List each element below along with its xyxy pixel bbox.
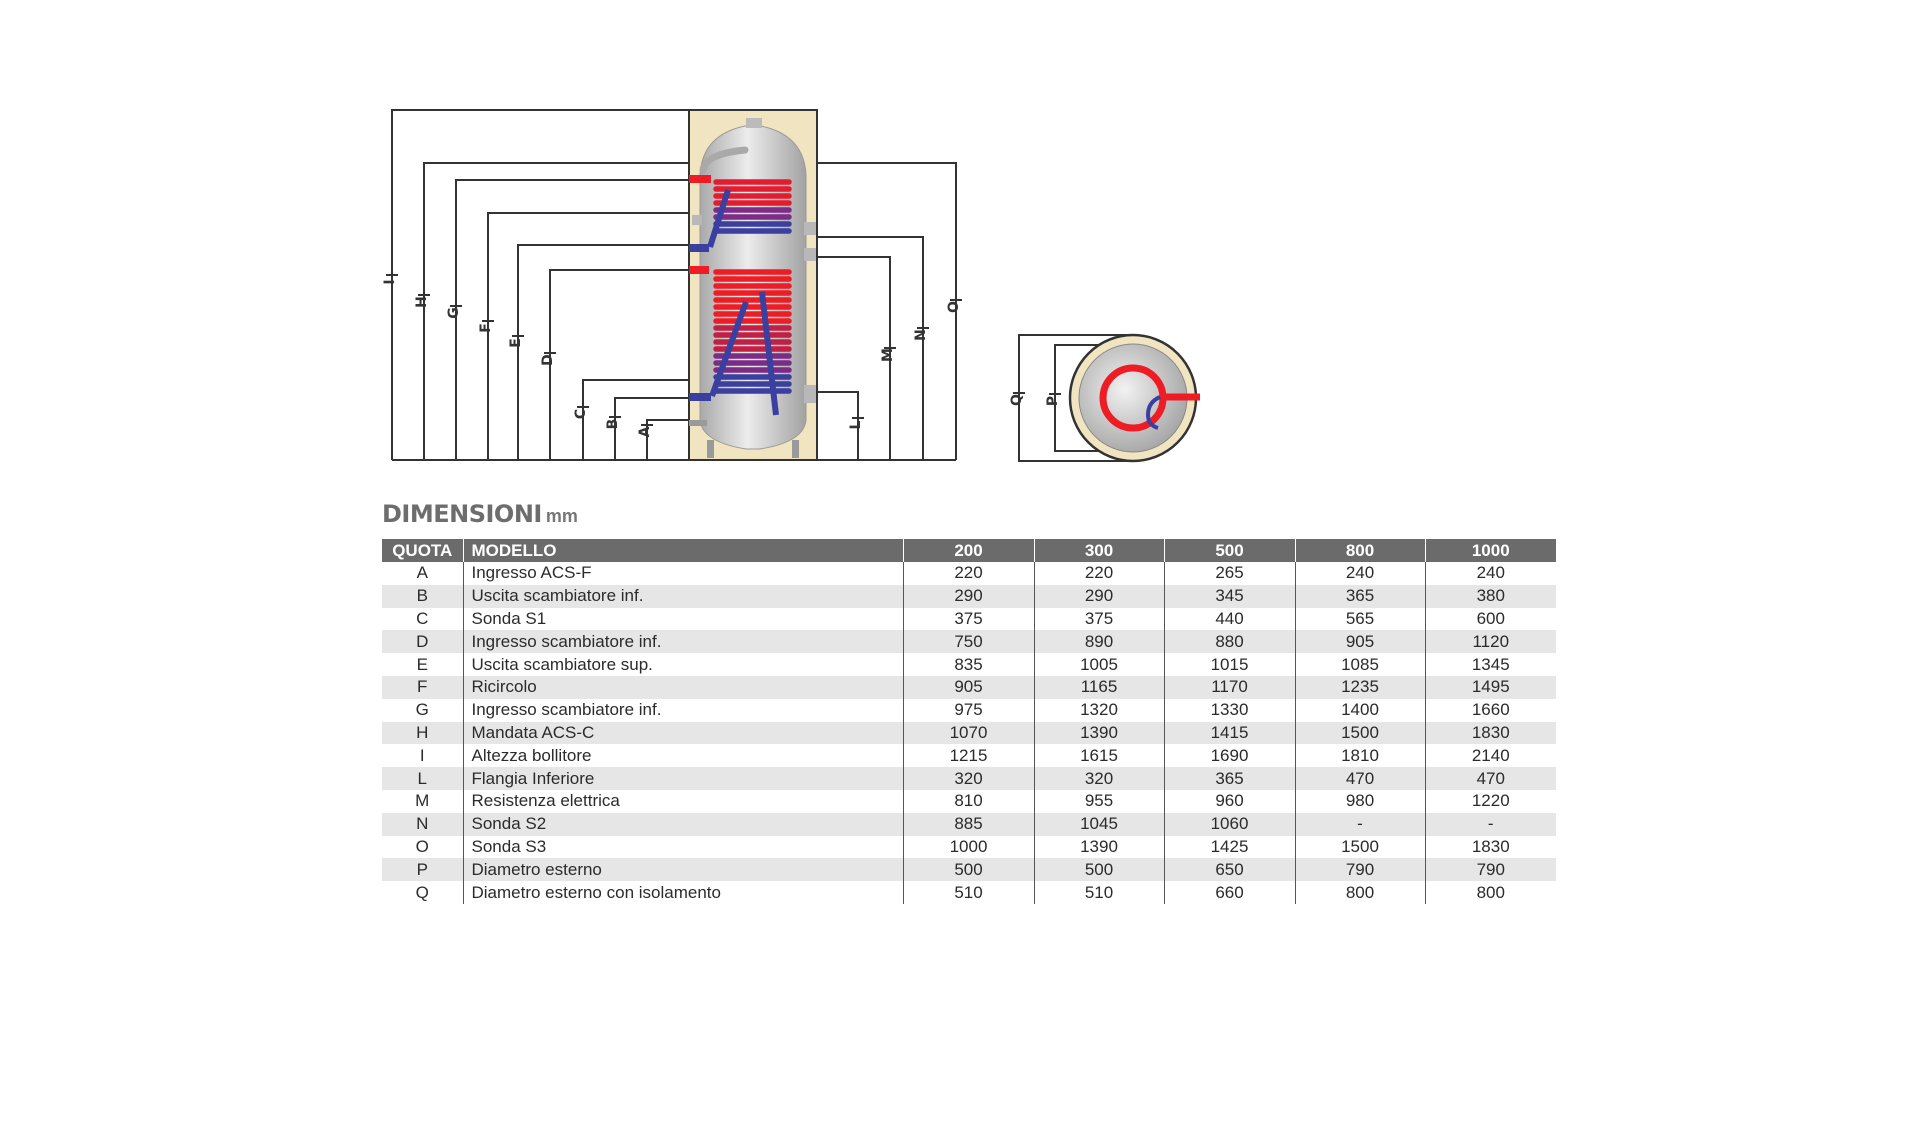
row-quota: H [382,722,463,745]
row-modello: Uscita scambiatore inf. [463,585,903,608]
row-value: 1495 [1425,676,1556,699]
row-modello: Ingresso scambiatore inf. [463,699,903,722]
header-model-300: 300 [1034,539,1164,562]
lower-coil-outlet [689,393,711,401]
row-value: 565 [1295,608,1425,631]
row-value: 320 [903,767,1034,790]
row-value: 375 [903,608,1034,631]
row-value: 1830 [1425,722,1556,745]
table-row [382,630,1556,653]
row-modello: Diametro esterno con isolamento [463,881,903,904]
cold-water-inlet [689,420,707,426]
table-row [382,608,1556,631]
table-row [382,858,1556,881]
row-value: 2140 [1425,744,1556,767]
table-row [382,767,1556,790]
row-value: 375 [1034,608,1164,631]
header-model-800: 800 [1295,539,1425,562]
row-value: 1810 [1295,744,1425,767]
header-model-1000: 1000 [1425,539,1556,562]
row-value: 470 [1425,767,1556,790]
row-modello: Altezza bollitore [463,744,903,767]
dimension-line-h [424,163,689,460]
row-value: 440 [1164,608,1295,631]
left-foot [707,440,714,458]
dimension-line-e [518,245,689,460]
dimension-label: C [573,408,589,420]
row-modello: Sonda S3 [463,836,903,859]
row-value: 380 [1425,585,1556,608]
row-value: 1415 [1164,722,1295,745]
dimension-label: O [946,301,962,313]
row-quota: M [415,791,430,811]
row-quota: P [382,858,463,881]
row-value: 1390 [1034,836,1164,859]
upper-coil-outlet [689,244,709,252]
row-value: 365 [1164,767,1295,790]
row-value: 1320 [1034,699,1164,722]
row-value: 800 [1425,881,1556,904]
row-modello: Ricircolo [463,676,903,699]
side-fitting-1 [804,222,816,235]
row-quota: Q [415,882,429,902]
lower-coil-inlet [689,266,709,274]
row-value: 1170 [1164,676,1295,699]
row-value: - [1295,813,1425,836]
row-value: 650 [1164,858,1295,881]
boiler-dimension-diagram [0,0,1920,490]
boiler-plan-view [1070,335,1200,461]
row-value: 890 [1034,630,1164,653]
row-value: 1345 [1425,653,1556,676]
row-quota: L [382,767,463,790]
row-value: 1830 [1425,836,1556,859]
row-value: 1015 [1164,653,1295,676]
row-value: 1615 [1034,744,1164,767]
row-quota: B [382,585,463,608]
header-modello: MODELLO [463,539,903,562]
row-value: 290 [903,585,1034,608]
row-value: 790 [1295,858,1425,881]
row-quota: N [382,813,463,836]
row-value: 1165 [1034,676,1164,699]
dimension-label: H [414,296,430,308]
section-title-unit: mm [545,506,578,526]
row-value: 1085 [1295,653,1425,676]
row-value: 1220 [1425,790,1556,813]
row-value: 240 [1425,562,1556,585]
row-value: 1060 [1164,813,1295,836]
row-modello: Diametro esterno [463,858,903,881]
row-value: 955 [1034,790,1164,813]
top-boss [746,118,762,128]
table-row [382,676,1556,699]
row-value: 800 [1295,881,1425,904]
row-value: 885 [903,813,1034,836]
dimension-label: A [637,426,653,438]
row-quota: F [382,676,463,699]
dimension-label: G [446,307,462,319]
row-modello: Flangia Inferiore [463,767,903,790]
table-row [382,790,1556,813]
table-row [382,836,1556,859]
side-fitting-4 [692,215,702,225]
table-row [382,744,1556,767]
row-value: 600 [1425,608,1556,631]
row-quota: G [415,700,429,720]
row-quota: I [419,745,425,765]
row-value: 365 [1295,585,1425,608]
row-value: 1400 [1295,699,1425,722]
dimension-label: E [508,338,524,348]
dimension-line-n [817,237,923,460]
row-value: 975 [903,699,1034,722]
row-value: 500 [903,858,1034,881]
dimension-label: D [540,354,556,366]
dimension-label: Q [1009,394,1025,406]
section-title [382,500,578,529]
table-header-row [382,539,1556,562]
row-quota: D [382,630,463,653]
dimension-label: B [605,418,621,430]
table-row [382,653,1556,676]
dimension-line-a [647,420,689,460]
table-row [382,699,1556,722]
row-value: 500 [1034,858,1164,881]
row-modello: Uscita scambiatore sup. [463,653,903,676]
row-modello: Ingresso scambiatore inf. [463,630,903,653]
boiler-elevation [689,110,817,460]
side-fitting-3 [804,385,816,403]
row-quota: C [416,608,429,628]
dimension-line-o [817,163,956,460]
side-fitting-2 [804,248,816,261]
table-row [382,562,1556,585]
row-value: 960 [1164,790,1295,813]
row-value: 220 [903,562,1034,585]
row-value: 750 [903,630,1034,653]
row-value: 345 [1164,585,1295,608]
row-value: 790 [1425,858,1556,881]
row-quota: E [416,654,428,674]
dimension-line-d [550,270,689,460]
row-value: 1500 [1295,836,1425,859]
left-dimension-lines [386,110,689,460]
dimension-label: L [848,420,864,430]
section-title-text: DIMENSIONI [382,500,542,528]
row-value: 240 [1295,562,1425,585]
row-quota: O [415,836,429,856]
row-modello: Sonda S1 [463,608,903,631]
header-model-200: 200 [903,539,1034,562]
row-value: 905 [1295,630,1425,653]
row-value: 1330 [1164,699,1295,722]
table-row [382,585,1556,608]
dimension-label: P [1045,395,1061,407]
header-quota: QUOTA [382,539,463,562]
row-value: 880 [1164,630,1295,653]
row-value: 1500 [1295,722,1425,745]
hot-water-outlet [689,175,711,183]
row-value: 1215 [903,744,1034,767]
row-value: 510 [903,881,1034,904]
row-value: 320 [1034,767,1164,790]
row-modello: Resistenza elettrica [463,790,903,813]
row-modello: Sonda S2 [463,813,903,836]
row-value: - [1425,813,1556,836]
row-value: 1120 [1425,630,1556,653]
row-value: 810 [903,790,1034,813]
dimension-label: I [382,279,398,285]
row-value: 1690 [1164,744,1295,767]
row-value: 1045 [1034,813,1164,836]
row-value: 220 [1034,562,1164,585]
row-value: 1000 [903,836,1034,859]
row-value: 290 [1034,585,1164,608]
row-value: 980 [1295,790,1425,813]
right-dimension-lines [817,163,962,460]
row-value: 1005 [1034,653,1164,676]
row-value: 1070 [903,722,1034,745]
table-row [382,881,1556,904]
row-value: 470 [1295,767,1425,790]
row-value: 835 [903,653,1034,676]
dimensions-table [382,539,1556,904]
row-modello: Ingresso ACS-F [463,562,903,585]
right-foot [792,440,799,458]
row-value: 510 [1034,881,1164,904]
table-row [382,813,1556,836]
row-value: 660 [1164,881,1295,904]
row-quota: A [416,563,428,583]
row-value: 265 [1164,562,1295,585]
row-value: 1425 [1164,836,1295,859]
header-model-500: 500 [1164,539,1295,562]
dimension-label: N [913,329,929,341]
row-value: 1235 [1295,676,1425,699]
dimension-label: M [880,348,896,362]
row-value: 905 [903,676,1034,699]
row-modello: Mandata ACS-C [463,722,903,745]
row-value: 1390 [1034,722,1164,745]
table-row [382,722,1556,745]
row-value: 1660 [1425,699,1556,722]
dimension-label: F [478,323,494,333]
